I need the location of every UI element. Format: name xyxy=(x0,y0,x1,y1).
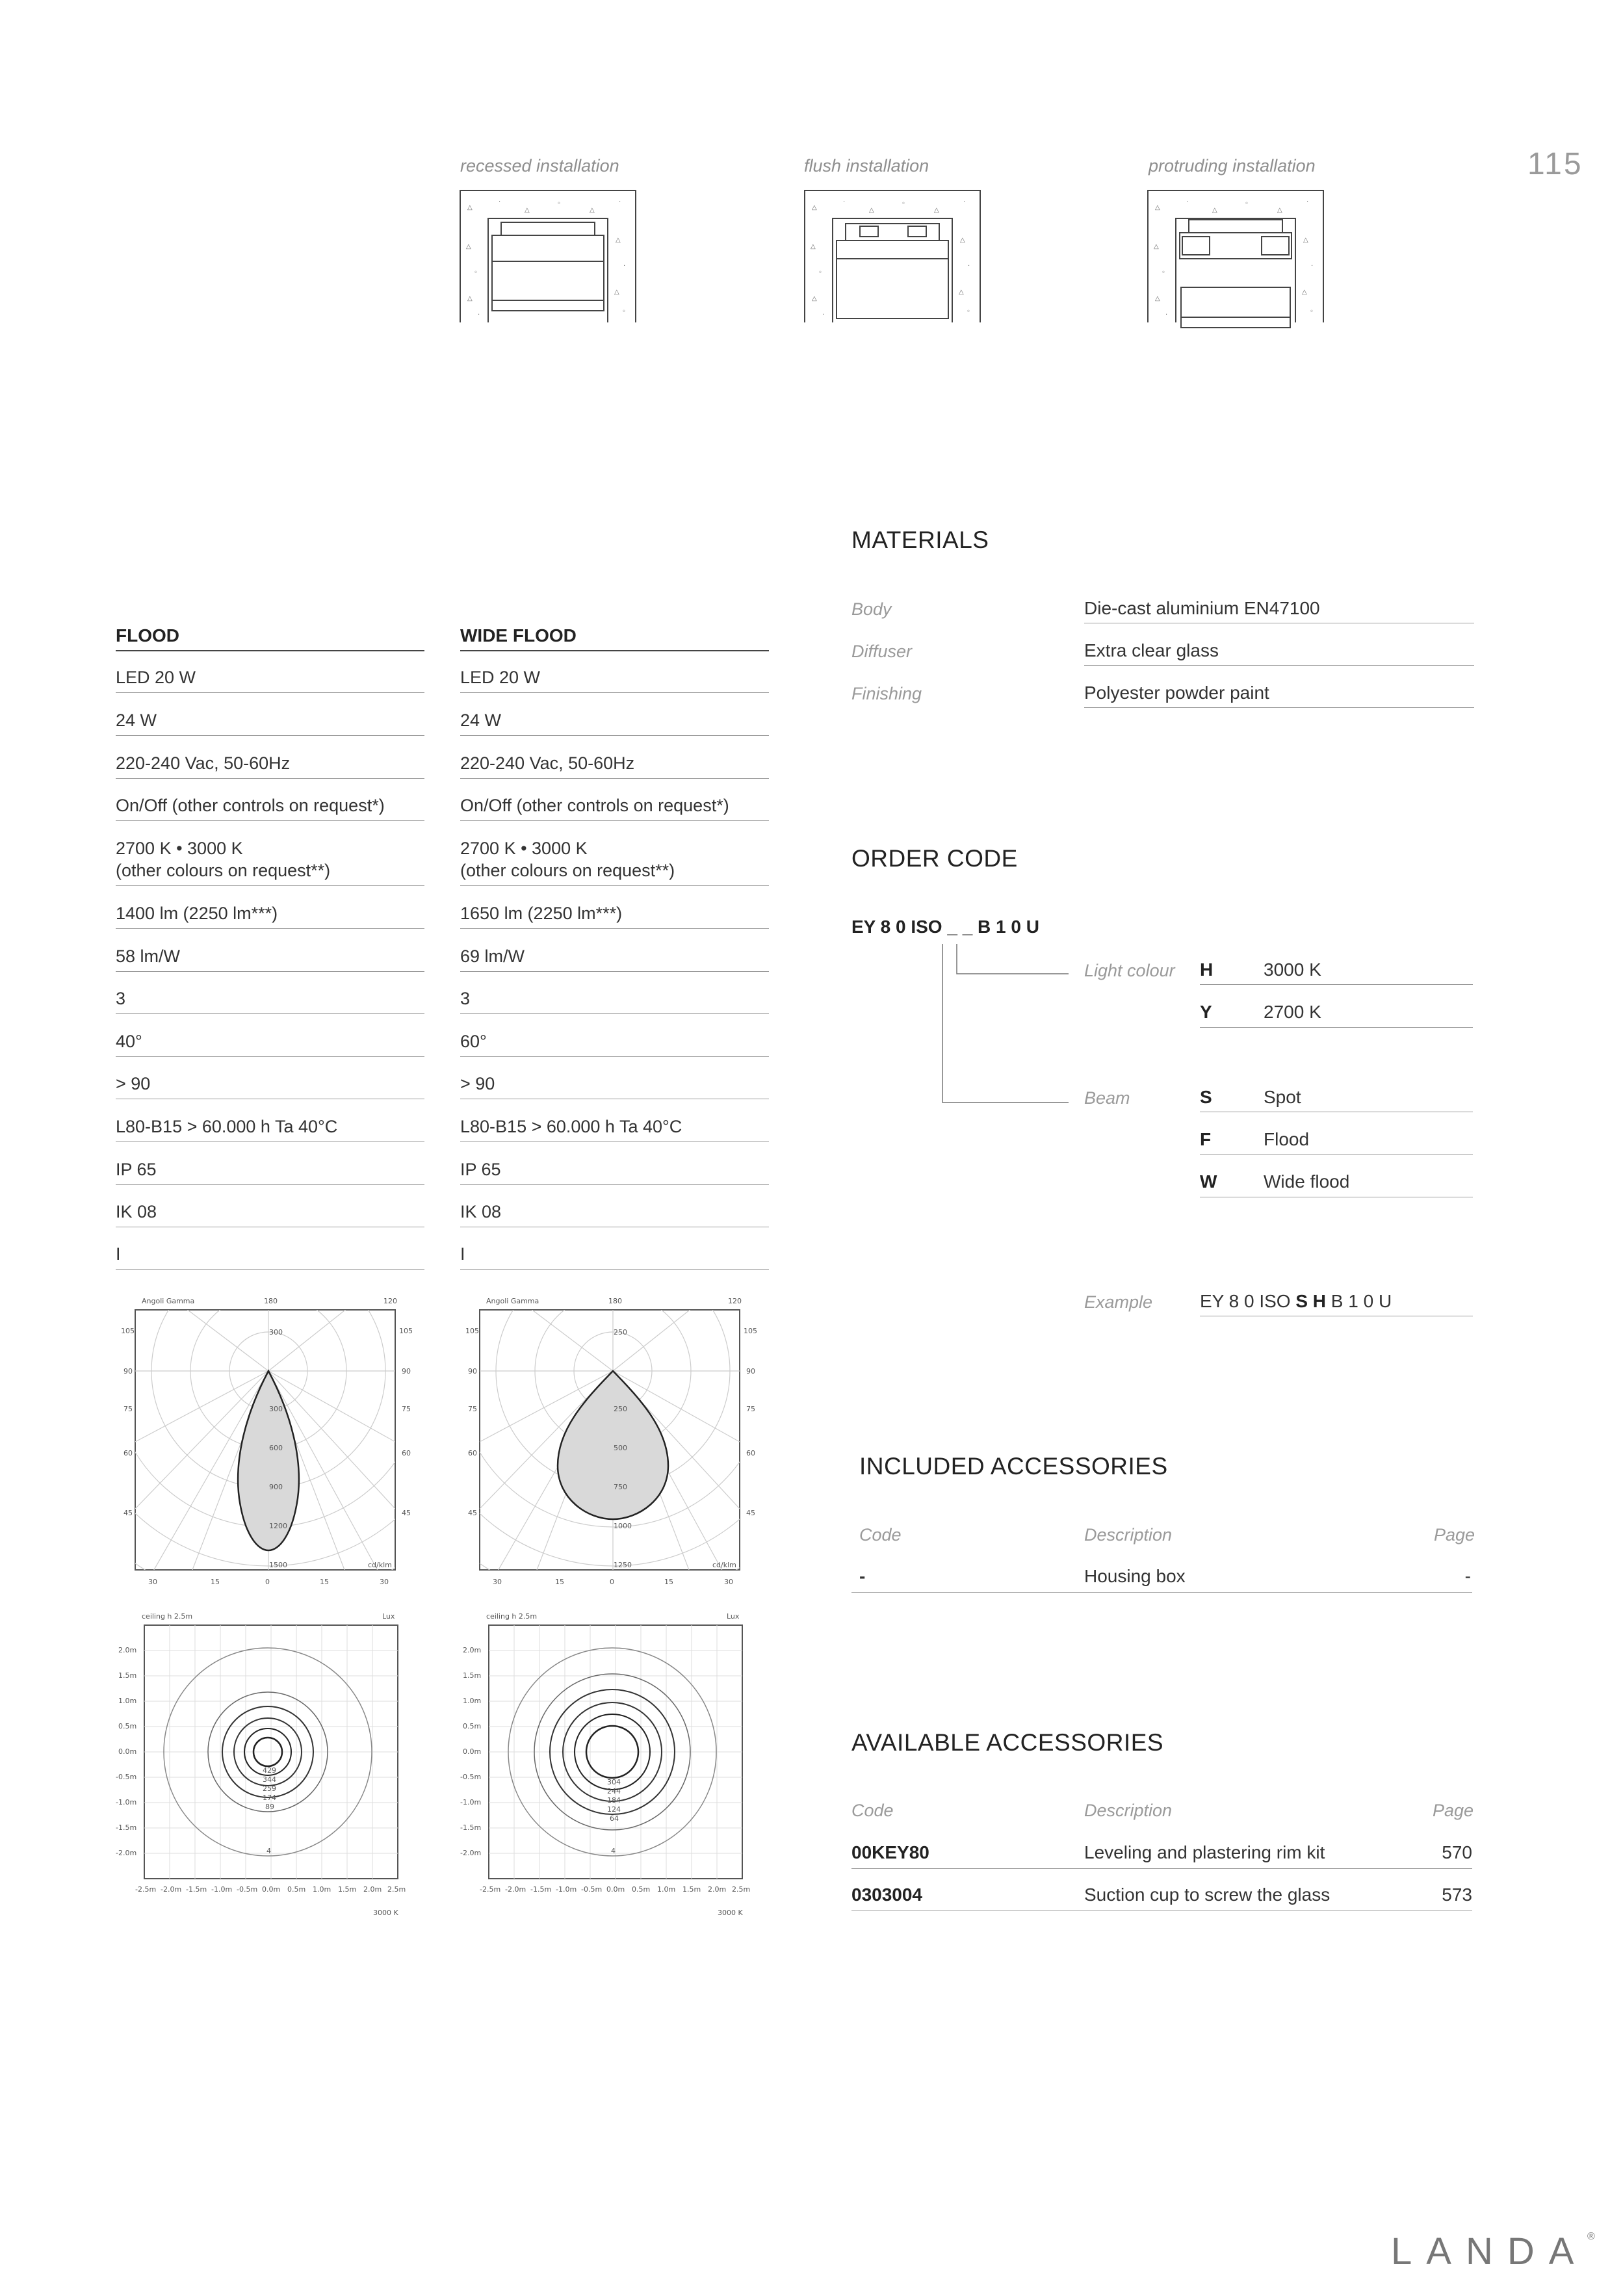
svg-text:0.0m: 0.0m xyxy=(606,1885,625,1894)
svg-text:△: △ xyxy=(1212,207,1217,214)
svg-text:64: 64 xyxy=(610,1814,619,1823)
materials-value-diffuser: Extra clear glass xyxy=(1084,640,1474,666)
svg-text:120: 120 xyxy=(728,1297,742,1305)
flood-spec-colour-temp: 2700 K • 3000 K (other colours on request**) xyxy=(116,837,424,886)
flood-spec-lumen: 1400 lm (2250 lm***) xyxy=(116,902,424,929)
materials-value-finishing: Polyester powder paint xyxy=(1084,683,1474,708)
svg-text:◦: ◦ xyxy=(557,200,561,207)
flood-spec-class: I xyxy=(116,1243,424,1270)
svg-text:◦: ◦ xyxy=(1310,308,1314,315)
svg-text:0.0m: 0.0m xyxy=(262,1885,281,1894)
svg-text:0.5m: 0.5m xyxy=(632,1885,651,1894)
polar-title: Angoli Gamma xyxy=(486,1297,539,1305)
wide-flood-spec-ik: IK 08 xyxy=(460,1201,769,1227)
svg-text:105: 105 xyxy=(465,1327,479,1335)
svg-text:1.5m: 1.5m xyxy=(118,1671,137,1680)
svg-text:60: 60 xyxy=(746,1449,755,1457)
flood-spec-voltage: 220-240 Vac, 50-60Hz xyxy=(116,752,424,779)
svg-text:1500: 1500 xyxy=(269,1561,287,1569)
svg-text:180: 180 xyxy=(608,1297,622,1305)
svg-text:Lux: Lux xyxy=(727,1612,740,1621)
svg-text:△: △ xyxy=(869,207,874,214)
svg-text:3000 K: 3000 K xyxy=(373,1909,398,1917)
svg-text:0.5m: 0.5m xyxy=(287,1885,306,1894)
example-code: EY 8 0 ISO S H B 1 0 U xyxy=(1200,1291,1392,1311)
available-accessory-row: 00KEY80 Leveling and plastering rim kit 570 xyxy=(851,1840,1472,1869)
svg-text:0.0m: 0.0m xyxy=(118,1747,137,1756)
wide-flood-spec-lumen: 1650 lm (2250 lm***) xyxy=(460,902,769,929)
svg-text:15: 15 xyxy=(664,1578,673,1586)
svg-text:·: · xyxy=(843,199,846,206)
svg-text:·: · xyxy=(1186,199,1189,206)
flood-spec-ip: IP 65 xyxy=(116,1158,424,1185)
svg-text:15: 15 xyxy=(555,1578,564,1586)
svg-text:1.0m: 1.0m xyxy=(463,1697,482,1705)
svg-text:1.0m: 1.0m xyxy=(118,1697,137,1705)
available-page-header: Page xyxy=(1433,1801,1474,1820)
light-colour-label: Light colour xyxy=(1084,961,1175,980)
svg-text:-0.5m: -0.5m xyxy=(116,1773,137,1781)
wide-flood-spec-lifetime: L80-B15 > 60.000 h Ta 40°C xyxy=(460,1115,769,1142)
svg-text:△: △ xyxy=(811,243,816,250)
svg-text:90: 90 xyxy=(746,1367,755,1376)
svg-text:cd/klm: cd/klm xyxy=(712,1561,736,1569)
light-colour-value-y: 2700 K xyxy=(1264,1002,1321,1022)
svg-text:250: 250 xyxy=(614,1328,627,1337)
svg-text:4: 4 xyxy=(611,1847,616,1855)
svg-text:1200: 1200 xyxy=(269,1522,287,1530)
svg-text:90: 90 xyxy=(402,1367,411,1376)
page-number: 115 xyxy=(1527,147,1583,181)
svg-text:3000 K: 3000 K xyxy=(718,1909,743,1917)
flood-spec-cri: > 90 xyxy=(116,1073,424,1099)
svg-text:ceiling h 2.5m: ceiling h 2.5m xyxy=(142,1612,193,1621)
included-accessories-title: INCLUDED ACCESSORIES xyxy=(859,1453,1168,1480)
svg-text:△: △ xyxy=(934,207,939,214)
svg-text:ceiling h 2.5m: ceiling h 2.5m xyxy=(486,1612,538,1621)
svg-text:△: △ xyxy=(812,295,817,302)
svg-text:-2.0m: -2.0m xyxy=(460,1849,482,1857)
svg-text:·: · xyxy=(1165,311,1168,319)
wide-flood-spec-colour-temp: 2700 K • 3000 K (other colours on request**) xyxy=(460,837,769,886)
svg-text:90: 90 xyxy=(123,1367,133,1376)
polar-chart-flood xyxy=(116,1290,421,1596)
svg-text:2.0m: 2.0m xyxy=(708,1885,727,1894)
svg-text:0: 0 xyxy=(265,1578,270,1586)
svg-text:0.0m: 0.0m xyxy=(463,1747,482,1756)
svg-text:1.0m: 1.0m xyxy=(657,1885,676,1894)
svg-text:2.5m: 2.5m xyxy=(732,1885,751,1894)
included-accessory-row: - Housing box - xyxy=(851,1563,1472,1593)
svg-text:30: 30 xyxy=(148,1578,157,1586)
svg-text:75: 75 xyxy=(468,1405,477,1413)
materials-label-finishing: Finishing xyxy=(851,684,922,703)
svg-text:△: △ xyxy=(590,207,595,214)
svg-text:2.0m: 2.0m xyxy=(363,1885,382,1894)
svg-text:-2.0m: -2.0m xyxy=(116,1849,137,1857)
svg-text:105: 105 xyxy=(399,1327,413,1335)
svg-text:△: △ xyxy=(1155,204,1160,211)
landa-logo: LANDA xyxy=(1391,2230,1589,2273)
svg-text:△: △ xyxy=(1155,295,1160,302)
svg-text:344: 344 xyxy=(263,1775,276,1784)
materials-label-body: Body xyxy=(851,599,892,619)
svg-text:△: △ xyxy=(1303,237,1308,244)
svg-text:◦: ◦ xyxy=(622,308,626,315)
flood-header: FLOOD xyxy=(116,625,424,651)
flood-spec-beam-angle: 40° xyxy=(116,1030,424,1057)
svg-text:·: · xyxy=(1311,263,1314,270)
svg-text:◦: ◦ xyxy=(1245,200,1249,207)
svg-text:△: △ xyxy=(1277,207,1282,214)
wide-flood-spec-efficacy: 69 lm/W xyxy=(460,945,769,972)
beam-value-flood: Flood xyxy=(1264,1129,1310,1149)
light-colour-code-h: H xyxy=(1200,959,1214,980)
svg-text:429: 429 xyxy=(263,1766,276,1775)
wide-flood-spec-cri: > 90 xyxy=(460,1073,769,1099)
protruding-installation-diagram xyxy=(1147,190,1324,335)
wide-flood-spec-led: LED 20 W xyxy=(460,666,769,693)
flood-spec-efficacy: 58 lm/W xyxy=(116,945,424,972)
included-description-header: Description xyxy=(1084,1525,1173,1545)
svg-text:45: 45 xyxy=(468,1509,477,1517)
light-colour-value-h: 3000 K xyxy=(1264,959,1321,980)
svg-text:184: 184 xyxy=(607,1796,621,1805)
svg-text:△: △ xyxy=(1302,289,1307,296)
flood-spec-lifetime: L80-B15 > 60.000 h Ta 40°C xyxy=(116,1115,424,1142)
svg-text:·: · xyxy=(968,263,970,270)
svg-text:-2.5m: -2.5m xyxy=(480,1885,501,1894)
svg-text:·: · xyxy=(499,199,501,206)
svg-text:1000: 1000 xyxy=(614,1522,632,1530)
wide-flood-spec-control: On/Off (other controls on request*) xyxy=(460,794,769,821)
available-description-header: Description xyxy=(1084,1801,1173,1820)
svg-text:600: 600 xyxy=(269,1444,283,1452)
svg-text:-2.5m: -2.5m xyxy=(135,1885,157,1894)
svg-text:-1.5m: -1.5m xyxy=(530,1885,552,1894)
svg-text:89: 89 xyxy=(265,1803,274,1811)
beam-value-spot: Spot xyxy=(1264,1087,1301,1107)
flood-spec-macadam: 3 xyxy=(116,987,424,1014)
svg-text:·: · xyxy=(1306,199,1309,206)
order-code-string: EY 8 0 ISO _ _ B 1 0 U xyxy=(851,917,1039,937)
svg-text:45: 45 xyxy=(746,1509,755,1517)
recessed-installation-label: recessed installation xyxy=(460,156,619,176)
svg-text:30: 30 xyxy=(493,1578,502,1586)
materials-title: MATERIALS xyxy=(851,527,989,553)
svg-text:105: 105 xyxy=(744,1327,757,1335)
beam-label: Beam xyxy=(1084,1088,1130,1108)
available-code-header: Code xyxy=(851,1801,894,1820)
svg-text:1.5m: 1.5m xyxy=(338,1885,357,1894)
included-page-header: Page xyxy=(1434,1525,1475,1545)
svg-text:1.5m: 1.5m xyxy=(463,1671,482,1680)
svg-text:0: 0 xyxy=(610,1578,614,1586)
svg-text:·: · xyxy=(822,311,825,319)
svg-text:174: 174 xyxy=(263,1794,276,1802)
svg-text:-1.0m: -1.0m xyxy=(211,1885,233,1894)
svg-text:·: · xyxy=(963,199,966,206)
svg-text:◦: ◦ xyxy=(967,308,970,315)
wide-flood-spec-macadam: 3 xyxy=(460,987,769,1014)
wide-flood-spec-voltage: 220-240 Vac, 50-60Hz xyxy=(460,752,769,779)
svg-text:·: · xyxy=(623,263,626,270)
svg-text:60: 60 xyxy=(123,1449,133,1457)
wide-flood-spec-beam-angle: 60° xyxy=(460,1030,769,1057)
beam-code-f: F xyxy=(1200,1129,1212,1149)
svg-text:-1.5m: -1.5m xyxy=(116,1823,137,1832)
protruding-installation-label: protruding installation xyxy=(1149,156,1316,176)
available-accessory-row: 0303004 Suction cup to screw the glass 573 xyxy=(851,1882,1472,1911)
svg-text:1250: 1250 xyxy=(614,1561,632,1569)
materials-label-diffuser: Diffuser xyxy=(851,642,913,661)
svg-text:◦: ◦ xyxy=(902,200,905,207)
svg-text:1.0m: 1.0m xyxy=(313,1885,331,1894)
svg-text:75: 75 xyxy=(746,1405,755,1413)
svg-text:75: 75 xyxy=(123,1405,133,1413)
svg-text:△: △ xyxy=(467,204,473,211)
svg-text:-2.0m: -2.0m xyxy=(505,1885,526,1894)
svg-text:60: 60 xyxy=(402,1449,411,1457)
svg-text:△: △ xyxy=(614,289,619,296)
svg-text:300: 300 xyxy=(269,1405,283,1413)
available-accessories-title: AVAILABLE ACCESSORIES xyxy=(851,1729,1164,1756)
svg-text:2.0m: 2.0m xyxy=(463,1646,482,1654)
svg-text:15: 15 xyxy=(211,1578,220,1586)
svg-text:0.5m: 0.5m xyxy=(118,1722,137,1730)
svg-text:◦: ◦ xyxy=(474,269,478,276)
svg-text:-0.5m: -0.5m xyxy=(237,1885,258,1894)
svg-text:△: △ xyxy=(466,243,471,250)
svg-text:△: △ xyxy=(1154,243,1159,250)
polar-title: Angoli Gamma xyxy=(142,1297,195,1305)
svg-text:750: 750 xyxy=(614,1483,627,1491)
svg-text:500: 500 xyxy=(614,1444,627,1452)
example-label: Example xyxy=(1084,1292,1153,1312)
svg-text:-0.5m: -0.5m xyxy=(460,1773,482,1781)
svg-text:45: 45 xyxy=(402,1509,411,1517)
svg-text:90: 90 xyxy=(468,1367,477,1376)
svg-text:60: 60 xyxy=(468,1449,477,1457)
order-code-connector-lines xyxy=(936,943,1092,1105)
svg-text:△: △ xyxy=(959,289,964,296)
svg-text:-1.0m: -1.0m xyxy=(556,1885,577,1894)
svg-text:900: 900 xyxy=(269,1483,283,1491)
wide-flood-spec-ip: IP 65 xyxy=(460,1158,769,1185)
flood-spec-power: 24 W xyxy=(116,709,424,736)
svg-text:Lux: Lux xyxy=(382,1612,395,1621)
svg-text:124: 124 xyxy=(607,1805,621,1814)
svg-text:△: △ xyxy=(467,295,473,302)
isolux-chart-flood xyxy=(116,1606,421,1944)
flush-installation-diagram xyxy=(804,190,981,322)
order-code-title: ORDER CODE xyxy=(851,845,1018,872)
svg-text:2.0m: 2.0m xyxy=(118,1646,137,1654)
beam-code-w: W xyxy=(1200,1171,1217,1192)
flood-spec-control: On/Off (other controls on request*) xyxy=(116,794,424,821)
registered-mark: ® xyxy=(1587,2231,1595,2242)
svg-text:·: · xyxy=(619,199,621,206)
svg-text:◦: ◦ xyxy=(1162,269,1165,276)
isolux-chart-wide-flood xyxy=(460,1606,766,1944)
polar-chart-wide-flood xyxy=(460,1290,766,1596)
svg-text:0.5m: 0.5m xyxy=(463,1722,482,1730)
svg-text:△: △ xyxy=(616,237,621,244)
svg-text:-2.0m: -2.0m xyxy=(161,1885,182,1894)
svg-text:-1.0m: -1.0m xyxy=(116,1798,137,1807)
svg-text:30: 30 xyxy=(724,1578,733,1586)
svg-text:244: 244 xyxy=(607,1787,621,1795)
svg-text:-0.5m: -0.5m xyxy=(581,1885,603,1894)
beam-code-s: S xyxy=(1200,1087,1212,1107)
light-colour-code-y: Y xyxy=(1200,1002,1212,1022)
svg-text:180: 180 xyxy=(264,1297,278,1305)
svg-text:105: 105 xyxy=(121,1327,135,1335)
wide-flood-header: WIDE FLOOD xyxy=(460,625,769,651)
materials-value-body: Die-cast aluminium EN47100 xyxy=(1084,598,1474,623)
svg-text:◦: ◦ xyxy=(818,269,822,276)
svg-text:1.5m: 1.5m xyxy=(682,1885,701,1894)
svg-text:120: 120 xyxy=(383,1297,397,1305)
wide-flood-spec-power: 24 W xyxy=(460,709,769,736)
svg-text:259: 259 xyxy=(263,1784,276,1793)
svg-text:-1.5m: -1.5m xyxy=(186,1885,207,1894)
svg-text:15: 15 xyxy=(320,1578,329,1586)
wide-flood-spec-class: I xyxy=(460,1243,769,1270)
svg-text:75: 75 xyxy=(402,1405,411,1413)
flush-installation-label: flush installation xyxy=(804,156,929,176)
svg-text:4: 4 xyxy=(266,1847,271,1855)
svg-text:cd/klm: cd/klm xyxy=(368,1561,392,1569)
svg-text:45: 45 xyxy=(123,1509,133,1517)
recessed-installation-diagram xyxy=(460,190,636,322)
svg-text:△: △ xyxy=(960,237,965,244)
svg-text:2.5m: 2.5m xyxy=(387,1885,406,1894)
svg-text:250: 250 xyxy=(614,1405,627,1413)
svg-text:△: △ xyxy=(525,207,530,214)
flood-spec-ik: IK 08 xyxy=(116,1201,424,1227)
svg-text:-1.5m: -1.5m xyxy=(460,1823,482,1832)
svg-text:△: △ xyxy=(812,204,817,211)
svg-text:·: · xyxy=(478,311,480,319)
included-code-header: Code xyxy=(859,1525,902,1545)
svg-text:304: 304 xyxy=(607,1778,621,1786)
svg-text:300: 300 xyxy=(269,1328,283,1337)
flood-spec-led: LED 20 W xyxy=(116,666,424,693)
svg-text:30: 30 xyxy=(380,1578,389,1586)
beam-value-wide-flood: Wide flood xyxy=(1264,1171,1350,1192)
svg-text:-1.0m: -1.0m xyxy=(460,1798,482,1807)
